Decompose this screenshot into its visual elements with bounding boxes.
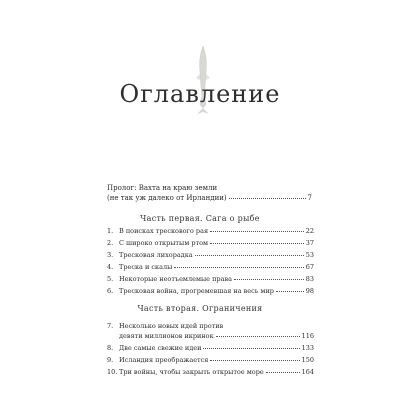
leader-dots xyxy=(210,360,299,361)
chapter-row xyxy=(107,263,314,275)
chapter-page-number: 83 xyxy=(305,275,314,283)
chapter-number: 2. xyxy=(107,239,114,247)
part-two-heading: Часть вторая. Ограничения xyxy=(137,304,263,313)
chapter-number: 6. xyxy=(107,287,114,295)
part-one-heading: Часть первая. Сага о рыбе xyxy=(140,214,260,223)
prolog-subtitle: (не так уж далеко от Ирландии) xyxy=(107,194,227,202)
part-one-chapter-list xyxy=(107,227,314,299)
chapter-number: 8. xyxy=(107,344,114,352)
chapter-number: 3. xyxy=(107,251,114,259)
leader-dots xyxy=(266,372,300,373)
chapter-page-number: 164 xyxy=(301,368,314,376)
chapter-page-number: 37 xyxy=(305,239,314,247)
chapter-page-number: 133 xyxy=(301,344,314,352)
chapter-row-continued xyxy=(107,332,314,344)
chapter-number: 10. xyxy=(107,368,118,376)
chapter-row xyxy=(107,368,314,380)
chapter-number: 5. xyxy=(107,275,114,283)
chapter-title: Некоторые неотъемлемые права xyxy=(119,275,232,283)
chapter-row xyxy=(107,344,314,356)
chapter-row xyxy=(107,287,314,299)
chapter-title: Тресковая война, прогремевшая на весь мир xyxy=(119,287,274,295)
leader-dots xyxy=(174,267,303,268)
chapter-row xyxy=(107,239,314,251)
chapter-title: Три войны, чтобы закрыть открытое море xyxy=(119,368,264,376)
chapter-row xyxy=(107,275,314,287)
chapter-title-continued: девяти миллионов икринок xyxy=(119,332,214,340)
chapter-page-number: 53 xyxy=(305,251,314,259)
chapter-title: В поисках трескового рая xyxy=(119,227,209,235)
chapter-page-number: 150 xyxy=(301,356,314,364)
chapter-title: Тресковая лихорадка xyxy=(119,251,193,259)
leader-dots xyxy=(276,291,304,292)
chapter-title: Исландия преображается xyxy=(119,356,209,364)
chapter-title: С широко открытым ртом xyxy=(119,239,209,247)
chapter-page-number: 98 xyxy=(305,287,314,295)
prolog-page-number: 7 xyxy=(307,194,312,202)
leader-dots xyxy=(210,243,304,244)
chapter-row xyxy=(107,227,314,239)
chapter-row xyxy=(107,356,314,368)
chapter-number: 4. xyxy=(107,263,114,271)
page-title: Оглавление xyxy=(119,80,281,108)
chapter-row xyxy=(107,322,314,332)
prolog-entry xyxy=(107,183,312,203)
leader-dots xyxy=(203,348,299,349)
chapter-title: Несколько новых идей против xyxy=(119,322,224,330)
leader-dots xyxy=(234,279,304,280)
leader-dots xyxy=(210,231,304,232)
leader-dots xyxy=(195,255,304,256)
leader-dots xyxy=(216,336,300,337)
leader-dots xyxy=(229,198,306,199)
part-two-chapter-list xyxy=(107,322,314,380)
chapter-number: 7. xyxy=(107,322,114,330)
prolog-title: Пролог: Вахта на краю земли xyxy=(107,184,218,192)
chapter-page-number: 116 xyxy=(301,332,314,340)
chapter-number: 1. xyxy=(107,227,114,235)
chapter-page-number: 67 xyxy=(305,263,314,271)
chapter-number: 9. xyxy=(107,356,114,364)
chapter-title: Две самые свежие идеи xyxy=(119,344,202,352)
chapter-page-number: 22 xyxy=(305,227,314,235)
chapter-row xyxy=(107,251,314,263)
chapter-title: Треска и скалы xyxy=(119,263,173,271)
